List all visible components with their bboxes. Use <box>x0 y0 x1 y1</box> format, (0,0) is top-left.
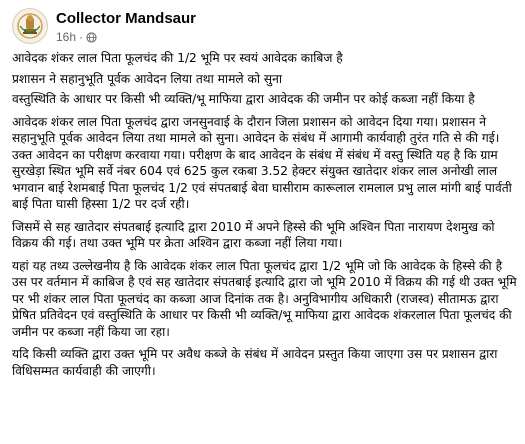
post-paragraph: आवेदक शंकर लाल पिता फूलचंद की 1/2 भूमि पर स्वयं आवेदक काबिज है <box>12 51 343 65</box>
page-name[interactable]: Collector Mandsaur <box>56 10 197 27</box>
post-paragraph: जिसमें से सह खातेदार संपतबाई इत्यादि द्वारा 2010 में अपने हिस्से की भूमि अश्विन पिता नारायण देशमुख को विक्रय की गई। तथा उक्त भूमि पर क्रेता अश्विन द्वारा कब्जा नहीं लिया गया। <box>12 219 495 250</box>
post-paragraph: वस्तुस्थिति के आधार पर किसी भी व्यक्ति/भू माफिया द्वारा आवेदक की जमीन पर कोई कब्जा नहीं किया है <box>12 92 475 106</box>
post-meta <box>56 30 97 44</box>
page-avatar[interactable] <box>12 8 48 44</box>
globe-icon[interactable] <box>86 32 97 43</box>
meta-separator: · <box>79 30 84 44</box>
post-paragraph: यदि किसी व्यक्ति द्वारा उक्त भूमि पर अवैध कब्जे के संबंध में आवेदन प्रस्तुत किया जाएगा उस पर प्रशासन द्वारा विधिसम्मत कार्यवाही की जाएगी। <box>12 347 498 378</box>
post-header <box>12 8 512 48</box>
government-emblem-icon <box>13 9 47 43</box>
post-timestamp[interactable]: 16h <box>56 30 77 44</box>
post-paragraph: प्रशासन ने सहानुभूति पूर्वक आवेदन लिया तथा मामले को सुना <box>12 71 283 86</box>
post-paragraph: यहां यह तथ्य उल्लेखनीय है कि आवेदक शंकर लाल पिता फूलचंद द्वारा 1/2 भूमि जो कि आवेदक के हिस्से की है उस पर वर्तमान में काबिज है एवं सह खातेदार संपतबाई इत्यादि द्वारा जो भूमि 2010 में विक्रय की गई थी उक्त भूमि पर भी शंकर लाल पिता फूलचंद का कब्जा आज दिनांक तक है। अनुविभागीय अधिकारी (राजस्व) सीतामऊ द्वारा प्रेषित प्रतिवेदन एवं वस्तुस्थिति के आधार पर किसी भी व्यक्ति/भू माफिया द्वारा आवेदक शंकरलाल पिता फूलचंद की जमीन पर कब्जा नहीं किया जा रहा। <box>12 258 517 339</box>
post-paragraph: आवेदक शंकर लाल पिता फूलचंद द्वारा जनसुनवाई के दौरान जिला प्रशासन को आवेदन दिया गया। प्रशासन ने सहानुभूति पूर्वक आवेदन लिया तथा मामले को सुना। आवेदन के संबंध में आगामी कार्यवाही तुरंत गति से की गई।उक्त आवेदन का परीक्षण करवाया गया। परीक्षण के बाद आवेदन के संबंध में संबंध में वस्तु स्थिति यह है कि ग्राम सुरखेड़ा स्थित भूमि सर्वे नंबर 604 एवं 625 कुल रकबा 3.52 हेक्टर संयुक्त खातेदार शंकर लाल अनोखी लाल भगवान बाई रेशमबाई पिता फूलचंद 1/2 एवं संपतबाई बेवा घासीराम कारूलाल रामलाल प्रभु लाल मांगी बाई पार्वती बाई पिता घासी हिस्सा 1/2 पर दर्ज रही। <box>12 114 512 211</box>
post-body <box>12 50 517 385</box>
